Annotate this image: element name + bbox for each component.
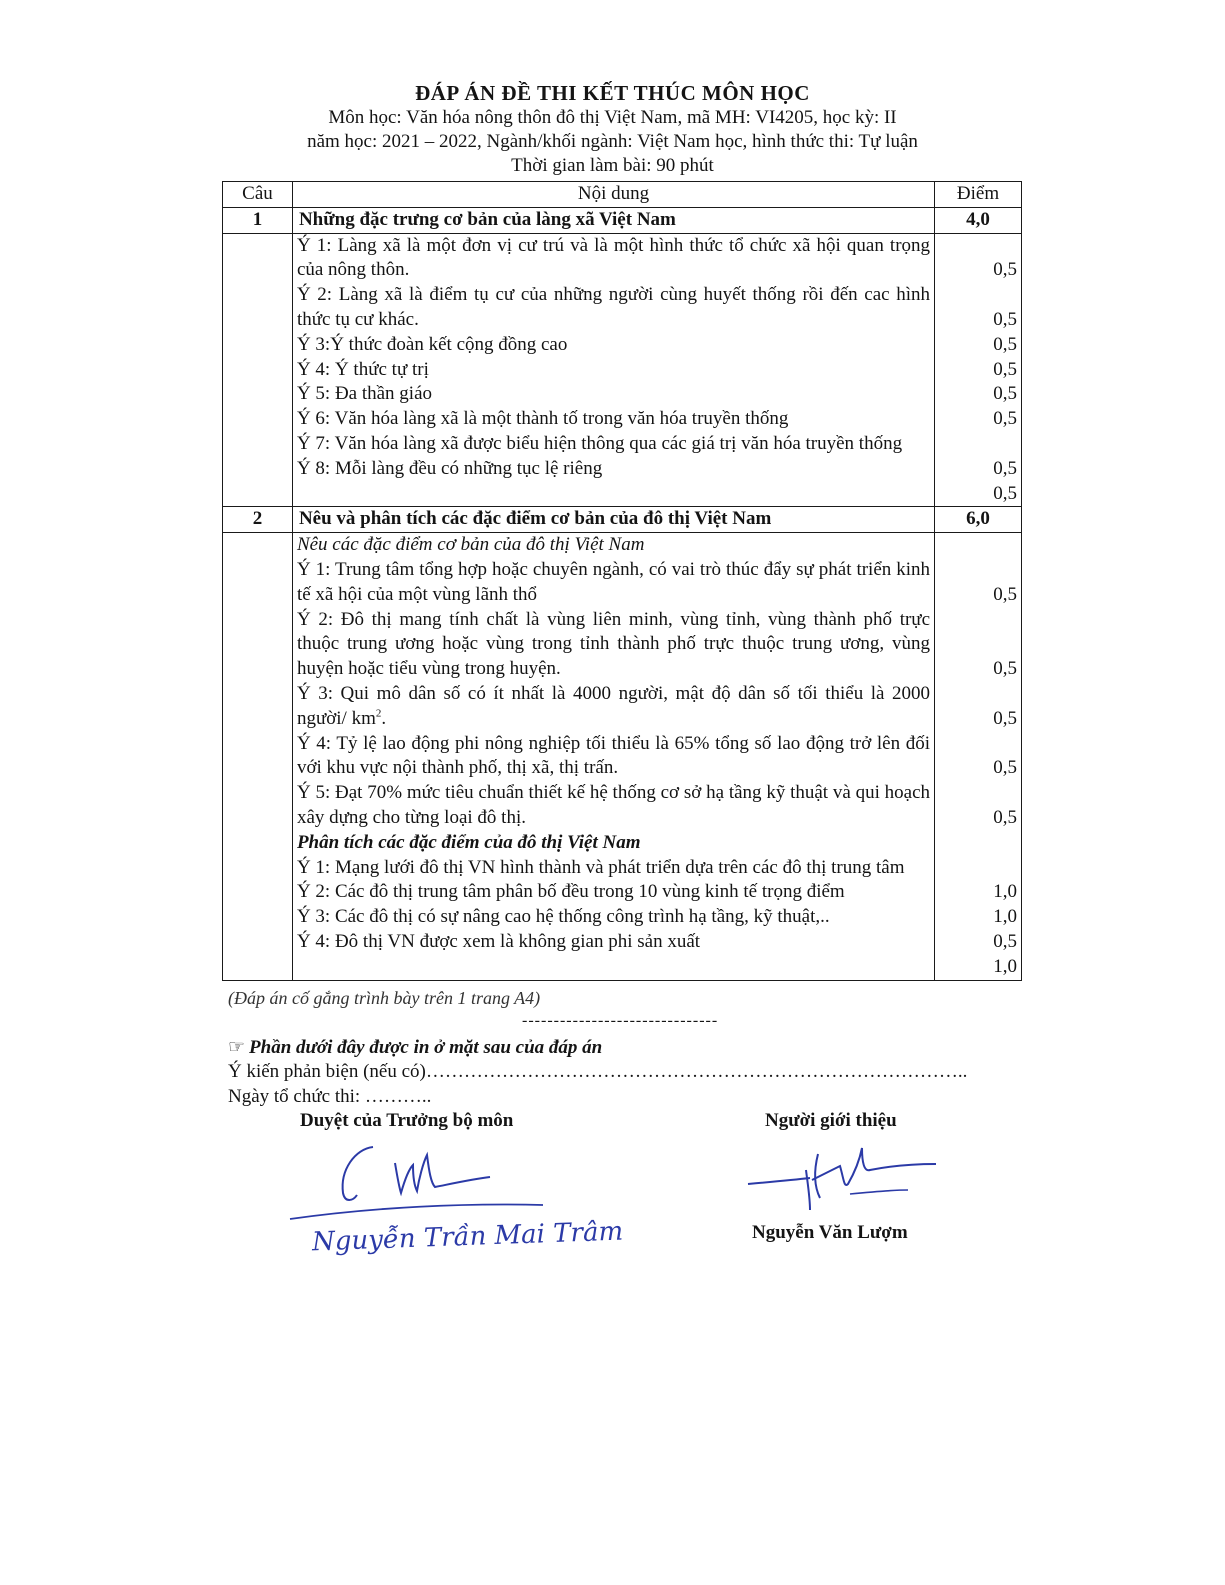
- item-score: 0,5: [993, 457, 1017, 479]
- back-side-note: [228, 1036, 602, 1059]
- answer-item: Ý 1: Trung tâm tổng hợp hoặc chuyên ngành, có vai trò thúc đẩy sự phát triển kinh tế xã hội của một vùng lãnh thổ: [296, 558, 931, 605]
- item-score: 0,5: [993, 358, 1017, 380]
- sub-heading: Phân tích các đặc điểm của đô thị Việt Nam: [296, 831, 641, 853]
- question-2-row: [223, 507, 1022, 533]
- column-header-content: Nội dung: [292, 182, 934, 208]
- back-side-note-text: Phần dưới đây được in ở mặt sau của đáp án: [249, 1037, 603, 1058]
- answer-item: Ý 4: Tỷ lệ lao động phi nông nghiệp tối thiểu là 65% tổng số lao động trở lên đối với khu vực nội thành phố, thị xã, thị trấn.: [296, 732, 931, 779]
- review-opinion-line: Ý kiến phản biện (nếu có)…………………………………………………………………………..: [228, 1061, 968, 1082]
- presenter-title: Người giới thiệu: [765, 1110, 897, 1131]
- answer-item: Ý 5: Đa thần giáo: [296, 383, 433, 405]
- exam-date-line: Ngày tổ chức thi: ………..: [228, 1086, 432, 1107]
- answer-item: Ý 7: Văn hóa làng xã được biểu hiện thông qua các giá trị văn hóa truyền thống: [296, 432, 903, 454]
- answer-item: Ý 4: Ý thức tự trị: [296, 358, 429, 380]
- document-header: [0, 80, 1225, 178]
- pointing-hand-icon: ☞: [228, 1037, 246, 1058]
- separator-line: -------------------------------: [522, 1012, 719, 1029]
- item-score: 1,0: [993, 955, 1017, 977]
- column-header-question: Câu: [223, 182, 293, 208]
- item-score: 0,5: [993, 333, 1017, 355]
- table-header-row: [223, 182, 1022, 208]
- answer-item: Ý 2: Đô thị mang tính chất là vùng liên minh, vùng tỉnh, vùng thành phố trực thuộc trung ương hoặc vùng trong tỉnh thành phố trực thuộc trung ương, vùng huyện hoặc tiểu vùng trong huyện.: [296, 608, 931, 680]
- item-score: 0,5: [993, 658, 1017, 680]
- question-2-item-scores: [935, 533, 1022, 980]
- question-1-items: [292, 233, 934, 507]
- presenter-name: Nguyễn Văn Lượm: [752, 1222, 908, 1243]
- column-header-points: Điểm: [935, 182, 1022, 208]
- answer-item: Ý 1: Mạng lưới đô thị VN hình thành và phát triển dựa trên các đô thị trung tâm: [296, 856, 905, 878]
- item-score: 0,5: [993, 308, 1017, 330]
- item-score: 0,5: [993, 930, 1017, 952]
- item-score: 1,0: [993, 881, 1017, 903]
- course-info-line: Môn học: Văn hóa nông thôn đô thị Việt Nam, mã MH: VI4205, học kỳ: II: [328, 107, 897, 128]
- item-score: 0,5: [993, 707, 1017, 729]
- duration-line: Thời gian làm bài: 90 phút: [511, 155, 714, 176]
- item-score: 0,5: [993, 482, 1017, 504]
- answer-item: Ý 2: Làng xã là điểm tụ cư của những người cùng huyết thống rồi đến cac hình thức tụ cư khác.: [296, 284, 931, 330]
- item-score: 0,5: [993, 259, 1017, 281]
- item-score: 0,5: [993, 583, 1017, 605]
- item-score: 0,5: [993, 757, 1017, 779]
- question-1-item-scores: [935, 233, 1022, 507]
- item-score: 1,0: [993, 906, 1017, 928]
- answer-item: Ý 1: Làng xã là một đơn vị cư trú và là một hình thức tổ chức xã hội quan trọng của nông thôn.: [296, 234, 931, 281]
- answer-item: Ý 2: Các đô thị trung tâm phân bố đều trong 10 vùng kinh tế trọng điểm: [296, 881, 845, 903]
- layout-note: (Đáp án cố gắng trình bày trên 1 trang A4): [228, 988, 541, 1008]
- answer-item: Ý 5: Đạt 70% mức tiêu chuẩn thiết kế hệ thống cơ sở hạ tầng kỹ thuật và qui hoạch xây dựng cho từng loại đô thị.: [296, 782, 931, 828]
- question-1-points: 4,0: [935, 207, 1022, 233]
- answer-table: [222, 181, 1022, 981]
- question-2-points: 6,0: [935, 507, 1022, 533]
- item-score: 0,5: [993, 383, 1017, 405]
- question-2-details: [223, 533, 1022, 980]
- question-1-details: [223, 233, 1022, 507]
- question-2-number: 2: [223, 507, 293, 533]
- approver-signature-icon: [285, 1135, 565, 1225]
- item-score: 0,5: [993, 806, 1017, 828]
- question-2-title: Nêu và phân tích các đặc điểm cơ bản của đô thị Việt Nam: [292, 507, 934, 533]
- presenter-signature-icon: [740, 1140, 940, 1215]
- approver-name-handwritten: Nguyễn Trần Mai Trâm: [311, 1216, 624, 1258]
- question-1-number: 1: [223, 207, 293, 233]
- sub-heading: Nêu các đặc điểm cơ bản của đô thị Việt Nam: [296, 534, 645, 556]
- answer-item: Ý 3: Các đô thị có sự nâng cao hệ thống công trình hạ tầng, kỹ thuật,..: [296, 906, 830, 928]
- answer-item: Ý 6: Văn hóa làng xã là một thành tố trong văn hóa truyền thống: [296, 408, 789, 430]
- question-1-row: [223, 207, 1022, 233]
- answer-item: Ý 4: Đô thị VN được xem là không gian phi sản xuất: [296, 930, 701, 952]
- question-1-title: Những đặc trưng cơ bản của làng xã Việt Nam: [292, 207, 934, 233]
- question-2-items: [292, 533, 934, 980]
- school-year-line: năm học: 2021 – 2022, Ngành/khối ngành: Việt Nam học, hình thức thi: Tự luận: [307, 131, 918, 152]
- answer-item: Ý 3:Ý thức đoàn kết cộng đồng cao: [296, 333, 568, 355]
- item-score: 0,5: [993, 408, 1017, 430]
- answer-item: Ý 8: Mỗi làng đều có những tục lệ riêng: [296, 457, 603, 479]
- answer-item: Ý 3: Qui mô dân số có ít nhất là 4000 người, mật độ dân số tối thiểu là 2000 người/ $km^2$.: [296, 682, 931, 729]
- document-title: ĐÁP ÁN ĐỀ THI KẾT THÚC MÔN HỌC: [415, 81, 810, 105]
- approver-title: Duyệt của Trưởng bộ môn: [300, 1110, 514, 1131]
